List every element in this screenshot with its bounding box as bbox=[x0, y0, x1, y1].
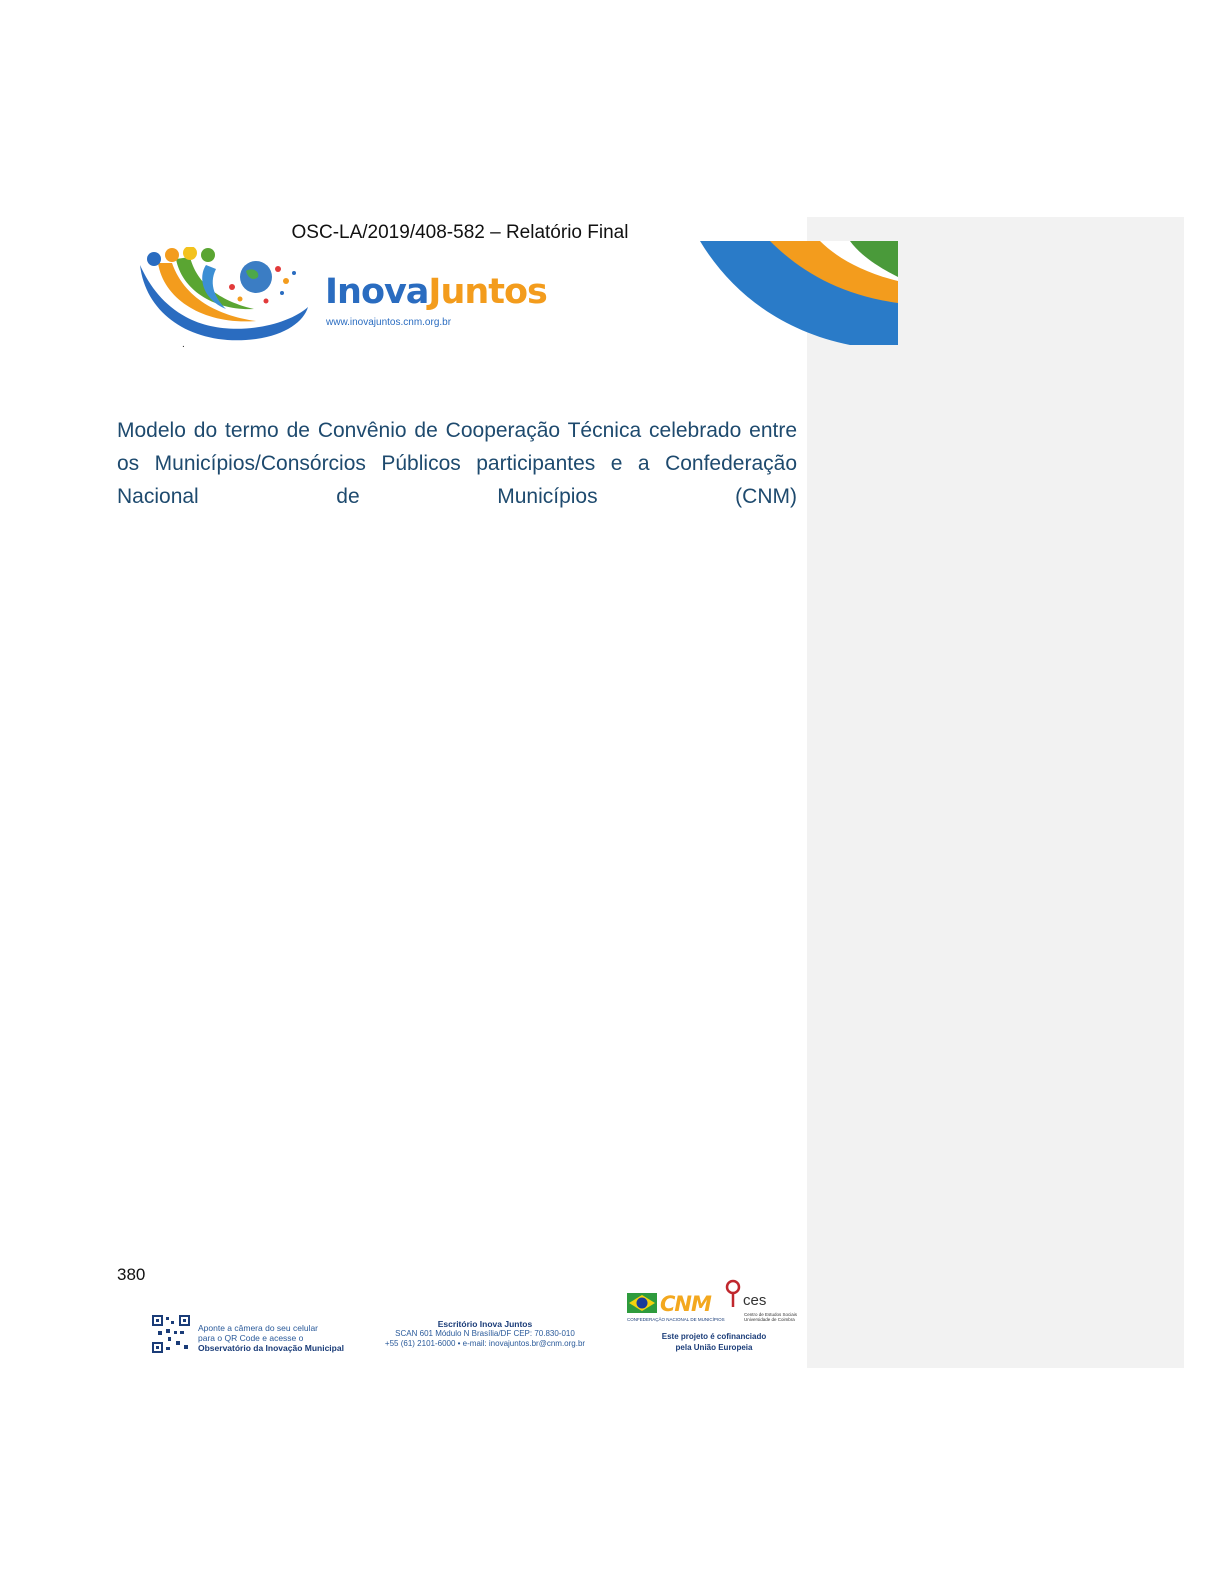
qr-code-icon bbox=[152, 1315, 190, 1353]
comment-pane bbox=[807, 217, 1184, 1368]
office-info: Escritório Inova Juntos SCAN 601 Módulo N Brasília/DF CEP: 70.830-010 +55 (61) 2101-6000 • e-mail: inovajuntos.br@cnm.org.br bbox=[384, 1319, 586, 1348]
brazil-flag-icon bbox=[627, 1287, 657, 1317]
running-header: OSC-LA/2019/408-582 – Relatório Final bbox=[291, 222, 629, 241]
cnm-subtitle: CONFEDERAÇÃO NACIONAL DE MUNICÍPIOS bbox=[627, 1317, 725, 1322]
cnm-logo: CNM bbox=[660, 1292, 711, 1316]
qr-caption: Aponte a câmera do seu celular para o QR Code e acesse o Observatório da Inovação Municipal bbox=[198, 1323, 344, 1353]
inovajuntos-logo-icon bbox=[136, 247, 312, 347]
logo-wordmark: InovaJuntos bbox=[325, 272, 547, 312]
page-number: 380 bbox=[117, 1265, 146, 1284]
ces-subtitle: Centro de Estudos Sociais Universidade de Coimbra bbox=[744, 1312, 798, 1322]
ces-logo-icon bbox=[724, 1279, 744, 1309]
logo-url: www.inovajuntos.cnm.org.br bbox=[326, 317, 452, 328]
ces-logo: ces bbox=[743, 1292, 767, 1309]
section-heading: Modelo do termo de Convênio de Cooperação Técnica celebrado entre os Municípios/Consórcios Públicos participantes e a Confederação Nacional de Municípios (CNM) bbox=[117, 419, 797, 508]
banner-arc-decoration bbox=[700, 241, 898, 345]
eu-funding-note: Este projeto é cofinanciado pela União Europeia bbox=[661, 1332, 767, 1352]
header-dot: . bbox=[182, 339, 185, 350]
